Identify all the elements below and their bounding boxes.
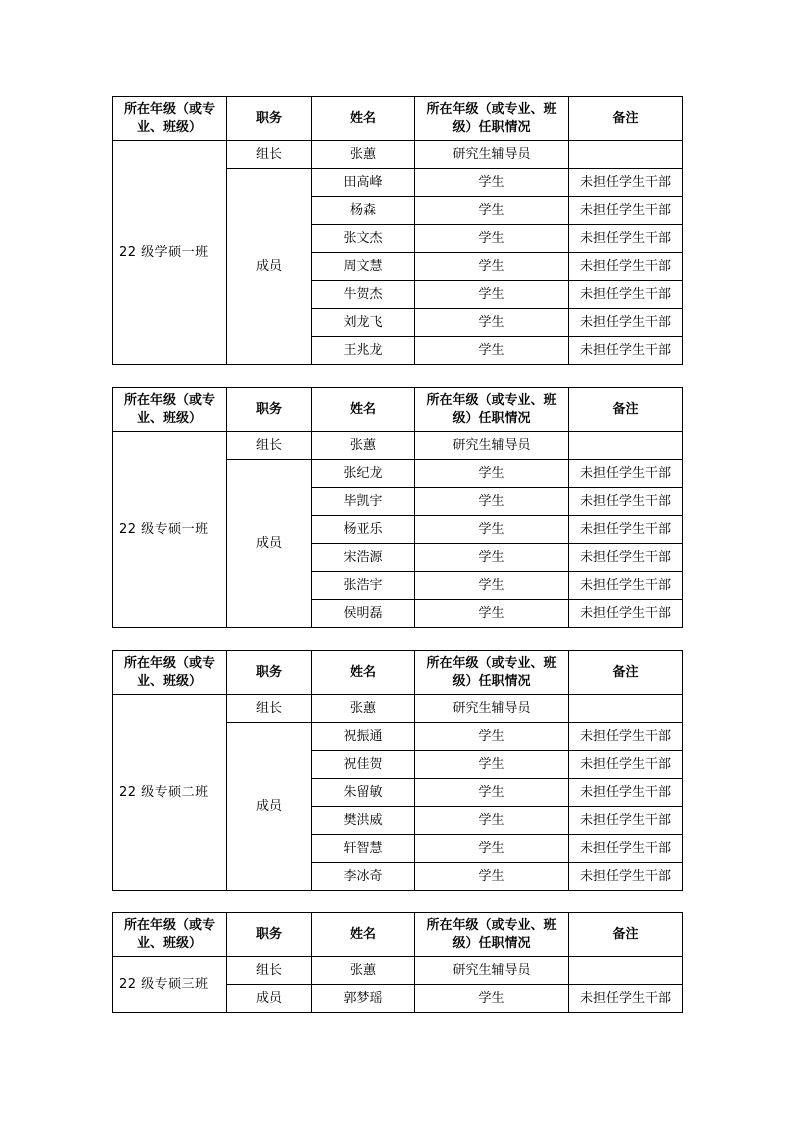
member-note: 未担任学生干部 [569, 985, 683, 1013]
class-name-cell: 22 级学硕一班 [113, 141, 227, 365]
group-table [112, 96, 683, 365]
member-post: 学生 [415, 169, 569, 197]
header-grade [113, 388, 227, 432]
leader-note [569, 141, 683, 169]
member-note: 未担任学生干部 [569, 281, 683, 309]
header-grade-line2: 业、班级） [136, 119, 202, 135]
member-post: 学生 [415, 253, 569, 281]
header-note: 备注 [569, 97, 683, 141]
member-post: 学生 [415, 488, 569, 516]
header-grade-line2: 业、班级） [136, 935, 202, 951]
member-name: 张文杰 [312, 225, 415, 253]
member-post: 学生 [415, 985, 569, 1013]
member-name: 周文慧 [312, 253, 415, 281]
leader-note [569, 432, 683, 460]
leader-duty: 组长 [227, 957, 312, 985]
member-duty: 成员 [227, 169, 312, 365]
leader-duty: 组长 [227, 432, 312, 460]
member-post: 学生 [415, 835, 569, 863]
member-post: 学生 [415, 281, 569, 309]
header-row [113, 913, 683, 957]
member-note: 未担任学生干部 [569, 751, 683, 779]
group-table [112, 387, 683, 628]
member-name: 毕凯宇 [312, 488, 415, 516]
leader-post: 研究生辅导员 [415, 695, 569, 723]
group-table [112, 912, 683, 1013]
member-post: 学生 [415, 337, 569, 365]
member-post: 学生 [415, 516, 569, 544]
member-note: 未担任学生干部 [569, 863, 683, 891]
member-note: 未担任学生干部 [569, 309, 683, 337]
member-note: 未担任学生干部 [569, 337, 683, 365]
member-name: 樊洪威 [312, 807, 415, 835]
member-note: 未担任学生干部 [569, 544, 683, 572]
header-grade-line2: 业、班级） [136, 673, 202, 689]
header-note: 备注 [569, 913, 683, 957]
header-post-line2: 级）任职情况 [452, 673, 531, 689]
header-grade-line2: 业、班级） [136, 410, 202, 426]
table-row [113, 141, 683, 169]
member-post: 学生 [415, 600, 569, 628]
member-post: 学生 [415, 779, 569, 807]
header-duty: 职务 [227, 651, 312, 695]
header-post-line1: 所在年级（或专业、班 [426, 917, 557, 933]
member-note: 未担任学生干部 [569, 169, 683, 197]
member-duty: 成员 [227, 985, 312, 1013]
member-name: 杨森 [312, 197, 415, 225]
member-post: 学生 [415, 225, 569, 253]
member-name: 杨亚乐 [312, 516, 415, 544]
member-post: 学生 [415, 544, 569, 572]
member-note: 未担任学生干部 [569, 225, 683, 253]
leader-duty: 组长 [227, 141, 312, 169]
member-note: 未担任学生干部 [569, 779, 683, 807]
member-name: 王兆龙 [312, 337, 415, 365]
member-post: 学生 [415, 751, 569, 779]
member-note: 未担任学生干部 [569, 723, 683, 751]
header-grade [113, 913, 227, 957]
header-name: 姓名 [312, 388, 415, 432]
table-row [113, 432, 683, 460]
member-post: 学生 [415, 460, 569, 488]
leader-post: 研究生辅导员 [415, 432, 569, 460]
header-post-line1: 所在年级（或专业、班 [426, 655, 557, 671]
leader-name: 张蕙 [312, 141, 415, 169]
member-name: 侯明磊 [312, 600, 415, 628]
leader-note [569, 695, 683, 723]
leader-post: 研究生辅导员 [415, 141, 569, 169]
member-note: 未担任学生干部 [569, 197, 683, 225]
member-name: 祝佳贺 [312, 751, 415, 779]
class-name-cell: 22 级专硕一班 [113, 432, 227, 628]
leader-note [569, 957, 683, 985]
header-post [415, 913, 569, 957]
member-note: 未担任学生干部 [569, 835, 683, 863]
member-post: 学生 [415, 197, 569, 225]
header-note: 备注 [569, 651, 683, 695]
member-post: 学生 [415, 863, 569, 891]
leader-name: 张蕙 [312, 432, 415, 460]
member-name: 祝振通 [312, 723, 415, 751]
member-post: 学生 [415, 723, 569, 751]
header-post-line1: 所在年级（或专业、班 [426, 392, 557, 408]
member-duty: 成员 [227, 723, 312, 891]
header-name: 姓名 [312, 651, 415, 695]
header-post-line2: 级）任职情况 [452, 410, 531, 426]
member-note: 未担任学生干部 [569, 253, 683, 281]
header-grade [113, 651, 227, 695]
header-duty: 职务 [227, 388, 312, 432]
member-name: 刘龙飞 [312, 309, 415, 337]
leader-post: 研究生辅导员 [415, 957, 569, 985]
member-note: 未担任学生干部 [569, 460, 683, 488]
header-post [415, 651, 569, 695]
header-grade-line1: 所在年级（或专 [123, 917, 215, 933]
member-post: 学生 [415, 572, 569, 600]
header-grade-line1: 所在年级（或专 [123, 655, 215, 671]
member-note: 未担任学生干部 [569, 488, 683, 516]
member-name: 田高峰 [312, 169, 415, 197]
header-post [415, 97, 569, 141]
header-duty: 职务 [227, 97, 312, 141]
header-post [415, 388, 569, 432]
header-row [113, 388, 683, 432]
leader-duty: 组长 [227, 695, 312, 723]
member-name: 李冰奇 [312, 863, 415, 891]
member-name: 张浩宇 [312, 572, 415, 600]
member-name: 张纪龙 [312, 460, 415, 488]
group-table [112, 650, 683, 891]
header-name: 姓名 [312, 97, 415, 141]
header-row [113, 651, 683, 695]
member-note: 未担任学生干部 [569, 807, 683, 835]
class-name-cell: 22 级专硕二班 [113, 695, 227, 891]
member-name: 轩智慧 [312, 835, 415, 863]
member-name: 郭梦瑶 [312, 985, 415, 1013]
member-note: 未担任学生干部 [569, 572, 683, 600]
header-duty: 职务 [227, 913, 312, 957]
table-row [113, 695, 683, 723]
member-post: 学生 [415, 309, 569, 337]
table-row [113, 957, 683, 985]
member-name: 朱留敏 [312, 779, 415, 807]
header-note: 备注 [569, 388, 683, 432]
member-name: 牛贺杰 [312, 281, 415, 309]
leader-name: 张蕙 [312, 957, 415, 985]
header-name: 姓名 [312, 913, 415, 957]
class-name-cell: 22 级专硕三班 [113, 957, 227, 1013]
member-duty: 成员 [227, 460, 312, 628]
member-name: 宋浩源 [312, 544, 415, 572]
header-grade-line1: 所在年级（或专 [123, 101, 215, 117]
leader-name: 张蕙 [312, 695, 415, 723]
header-post-line2: 级）任职情况 [452, 935, 531, 951]
header-post-line1: 所在年级（或专业、班 [426, 101, 557, 117]
header-grade [113, 97, 227, 141]
header-row [113, 97, 683, 141]
member-note: 未担任学生干部 [569, 600, 683, 628]
member-post: 学生 [415, 807, 569, 835]
header-post-line2: 级）任职情况 [452, 119, 531, 135]
member-note: 未担任学生干部 [569, 516, 683, 544]
header-grade-line1: 所在年级（或专 [123, 392, 215, 408]
